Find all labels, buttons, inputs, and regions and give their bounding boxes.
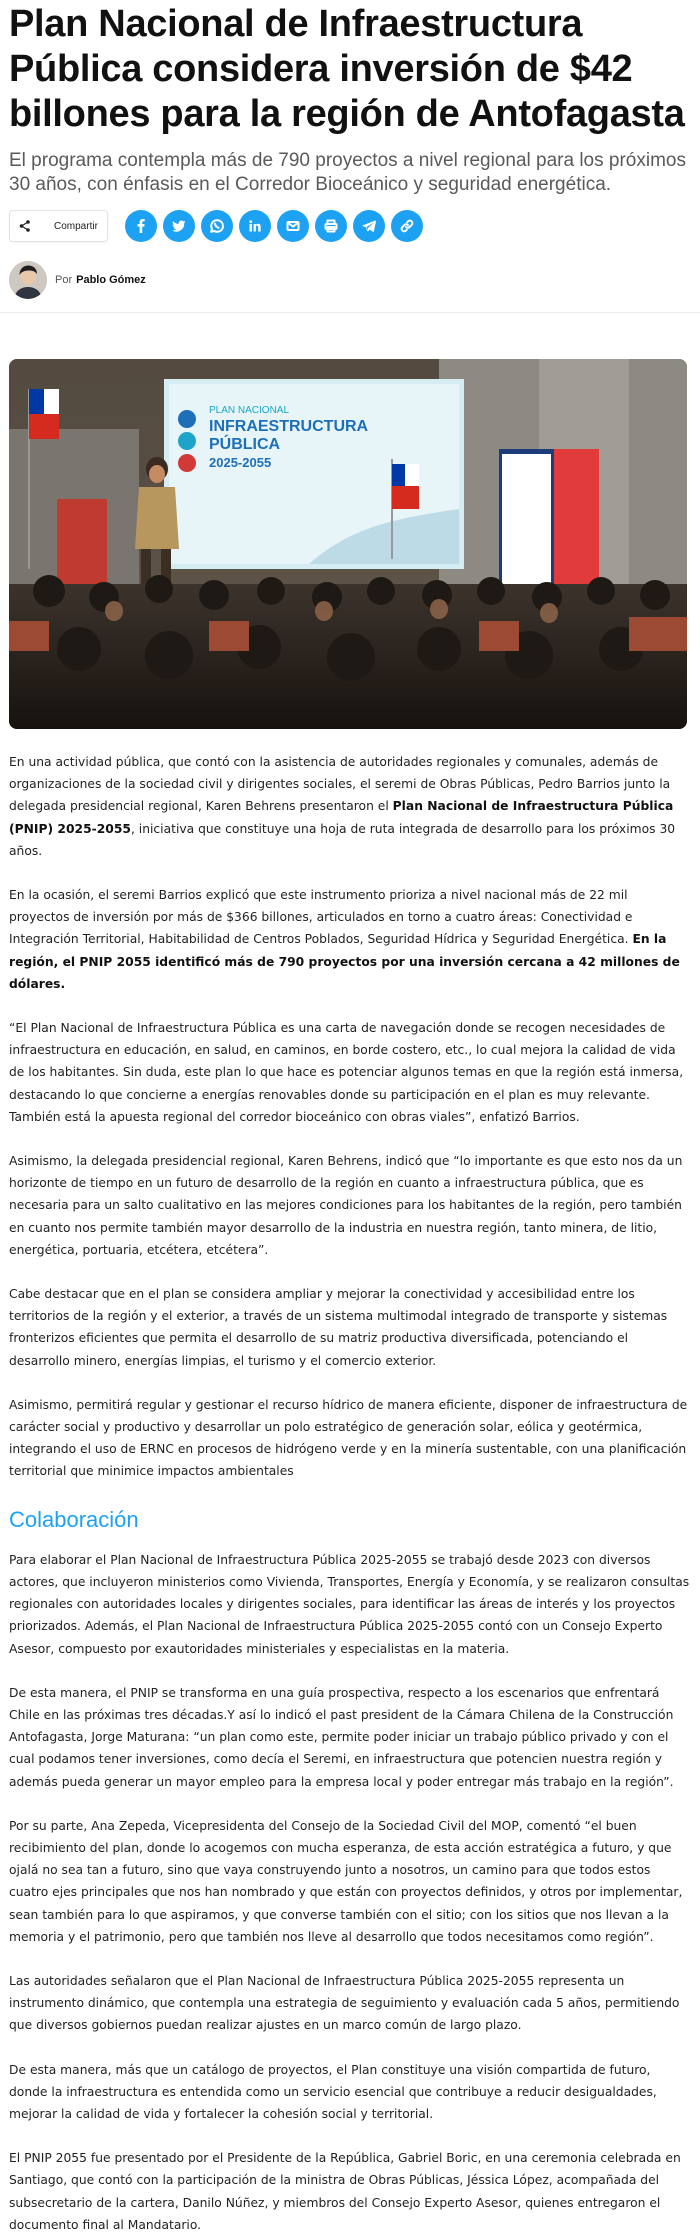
slide-line1: PLAN NACIONAL [209, 405, 290, 416]
paragraph-bold-text: En la región, el PNIP 2055 identificó más de 790 proyectos por una inversión cercana a 42 millones de dólares. [9, 932, 680, 991]
email-icon [286, 219, 300, 233]
author-byline [9, 258, 691, 312]
telegram-share-button[interactable] [353, 210, 385, 242]
paragraph [9, 884, 691, 995]
twitter-share-button[interactable] [163, 210, 195, 242]
paragraph: “El Plan Nacional de Infraestructura Pública es una carta de navegación donde se recogen necesidades de infraestructura en educación, en salud, en caminos, en borde costero, etc., lo cual mejora la calidad de vida de los habitantes. Sin duda, este plan lo que hace es potenciar algunos temas en que la región está inmersa, destacando lo que concierne a energías renovables donde su participación en el plan es muy relevante. También está la apuesta regional del corredor bioceánico con obras viales”, enfatizó Barrios. [9, 1021, 684, 1124]
hero-image [9, 359, 687, 729]
email-share-button[interactable] [277, 210, 309, 242]
paragraph-text: En la ocasión, el seremi Barrios explicó que este instrumento prioriza a nivel nacional más de 22 mil proyectos de inversión por más de $366 billones, articulados en torno a cuatro áreas: Conectividad e Integración Territorial, Habitabilidad de Centros Poblados, Seguridad Hídrica y Seguridad Energética. [9, 888, 633, 947]
paragraph-text: En una actividad pública, que contó con la asistencia de autoridades regionales y comunales, además de organizaciones de la sociedad civil y dirigentes sociales, el seremi de Obras Públicas, Pedro Barrios junto la delegada presidencial regional, Karen Behrens presentaron el [9, 755, 671, 814]
article-headline: Plan Nacional de Infraestructura Pública considera inversión de $42 billones para la región de Antofagasta [9, 3, 685, 135]
twitter-icon [172, 219, 186, 233]
share-button[interactable] [9, 210, 108, 242]
whatsapp-share-button[interactable] [201, 210, 233, 242]
linkedin-share-button[interactable] [239, 210, 271, 242]
divider [0, 312, 700, 313]
social-share-buttons [125, 210, 429, 242]
share-bar [9, 209, 691, 243]
paragraph-bold-text: Plan Nacional de Infraestructura Pública (PNIP) 2025-2055 [9, 799, 674, 836]
section-heading: Colaboración [9, 1506, 139, 1532]
paragraph: Cabe destacar que en el plan se considera ampliar y mejorar la conectividad y accesibilidad entre los territorios de la región y el exterior, a través de un sistema multimodal integrado de transporte y sistemas fronterizos eficientes que permita el desarrollo de su matriz productiva diversificada, potenciando el desarrollo minero, energías limpias, el turismo y el comercio exterior. [9, 1287, 668, 1368]
article-body [9, 751, 691, 2236]
paragraph: De esta manera, el PNIP se transforma en una guía prospectiva, respecto a los escenarios que enfrentará Chile en las próximas tres décadas.Y así lo indicó el past president de la Cámara Chilena de la Construcción Antofagasta, Jorge Maturana: “un plan como este, permite poder iniciar un trabajo público privado y con el cual podamos tener inversiones, como decía el Seremi, en infraestructura que potencien nuestra región y además pueda generar un mayor empleo para la empresa local y poder entregar más trabajo en la región”. [9, 1685, 674, 1789]
paragraph: Asimismo, la delegada presidencial regional, Karen Behrens, indicó que “lo importante es que esto nos da un horizonte de tiempo en un futuro de desarrollo de la región en cuanto a infraestructura pública, que es necesaria para un salto cualitativo en las mejores condiciones para los habitantes de la región, pero también en cuanto nos permite también mayor desarrollo de la industria en nuestra región, tanto minera, de litio, energética, portuaria, etcétera, etcétera”. [9, 1154, 683, 1257]
print-button[interactable] [315, 210, 347, 242]
printer-icon [324, 219, 338, 233]
slide-line2: INFRAESTRUCTURA [209, 418, 369, 435]
slide-years: 2025-2055 [209, 455, 272, 470]
paragraph: Por su parte, Ana Zepeda, Vicepresidenta del Consejo de la Sociedad Civil del MOP, comentó “el buen recibimiento del plan, donde lo acogemos con mucha esperanza, de esta acción estratégica a futuro, y que ojalá no sea tan a futuro, sino que vaya construyendo junto a nosotros, un camino para que todos estos cuatro ejes principales que nos han nombrado y que están con proyectos definidos, y otros por implementar, sean también para lo que aspiramos, y que converse también con el sitio; con los sitios que nos llevan a la memoria y el patrimonio, pero que también nos lleve al desarrollo que todos necesitamos como región”. [9, 1818, 683, 1944]
link-icon [400, 219, 414, 233]
paragraph: Para elaborar el Plan Nacional de Infraestructura Pública 2025-2055 se trabajó desde 2023 con diversos actores, que incluyeron ministerios como Vivienda, Transportes, Energía y Economía, y se realizaron consultas regionales con autoridades locales y dirigentes sociales, para identificar las áreas de interés y los proyectos priorizados. Además, el Plan Nacional de Infraestructura Pública 2025-2055 contó con un Consejo Experto Asesor, compuesto por exautoridades ministeriales y especialistas en la materia. [9, 1552, 690, 1656]
facebook-share-button[interactable] [125, 210, 157, 242]
paragraph: De esta manera, más que un catálogo de proyectos, el Plan constituye una visión compartida de futuro, donde la infraestructura es entendida como un servicio esencial que contribuye a reducir desigualdades, mejorar la calidad de vida y fortalecer la cohesión social y territorial. [9, 2062, 657, 2121]
facebook-icon [134, 219, 148, 233]
share-icon [18, 219, 32, 233]
article-subtitle: El programa contempla más de 790 proyectos a nivel regional para los próximos 30 años, con énfasis en el Corredor Bioceánico y seguridad energética. [9, 150, 686, 195]
article-page [0, 2, 700, 2236]
copy-link-button[interactable] [391, 210, 423, 242]
share-label: Compartir [54, 220, 98, 232]
paragraph-text: , iniciativa que constituye una hoja de ruta integrada de desarrollo para los próximos 30 años. [9, 821, 676, 858]
paragraph: El PNIP 2055 fue presentado por el Presidente de la República, Gabriel Boric, en una ceremonia celebrada en Santiago, que contó con la participación de la ministra de Obras Públicas, Jéssica López, acompañada del subsecretario de la cartera, Danilo Núñez, y miembros del Consejo Experto Asesor, quienes entregaron el documento final al Mandatario. [9, 2151, 681, 2232]
slide-line3: PÚBLICA [209, 436, 281, 453]
linkedin-icon [248, 219, 262, 233]
paragraph: Asimismo, permitirá regular y gestionar el recurso hídrico de manera eficiente, disponer de infraestructura de carácter social y productivo y desarrollar un polo estratégico de generación solar, eólica y geotérmica, integrando el uso de ERNC en procesos de hidrógeno verde y en la minería sustentable, con una planificación territorial que minimice impactos ambientales [9, 1397, 688, 1479]
telegram-icon [362, 219, 376, 233]
author-avatar[interactable] [9, 261, 47, 299]
paragraph [9, 751, 691, 862]
author-prefix: Por [55, 274, 73, 286]
paragraph: Las autoridades señalaron que el Plan Nacional de Infraestructura Pública 2025-2055 representa un instrumento dinámico, que contempla una estrategia de seguimiento y evaluación cada 5 años, permitiendo que diversos gobiernos puedan realizar ajustes en un marco común de largo plazo. [9, 1973, 680, 2033]
whatsapp-icon [210, 219, 224, 233]
author-name[interactable]: Pablo Gómez [76, 274, 146, 286]
